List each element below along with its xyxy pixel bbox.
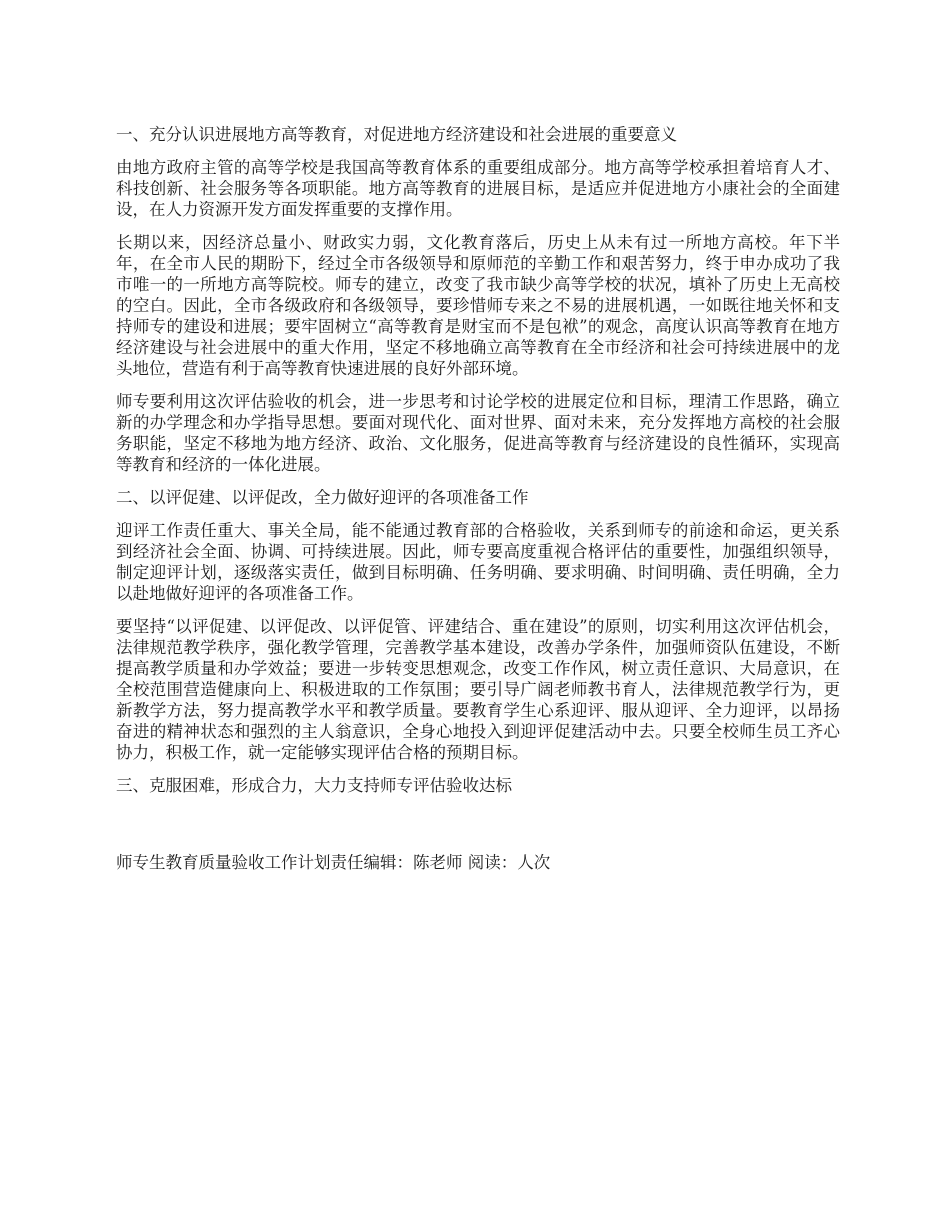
section-heading-2: 二、以评促建、以评促改，全力做好迎评的各项准备工作 [116, 488, 529, 507]
section-heading-1: 一、充分认识进展地方高等教育，对促进地方经济建设和社会进展的重要意义 [116, 125, 677, 144]
document-body [116, 124, 840, 873]
paragraph-3: 师专要利用这次评估验收的机会，进一步思考和讨论学校的进展定位和目标，理清工作思路，确立新的办学理念和办学指导思想。要面对现代化、面对世界、面对未来，充分发挥地方高校的社会服务职能，坚定不移地为地方经济、政治、文化服务，促进高等教育与经济建设的良性循环，实现高等教育和经济的一体化进展。 [116, 392, 840, 474]
blank-space [116, 808, 840, 852]
section-heading-3: 三、克服困难，形成合力，大力支持师专评估验收达标 [116, 776, 512, 795]
paragraph-1: 由地方政府主管的高等学校是我国高等教育体系的重要组成部分。地方高等学校承担着培育人才、科技创新、社会服务等各项职能。地方高等教育的进展目标，是适应并促进地方小康社会的全面建设，在人力资源开发方面发挥重要的支撑作用。 [116, 158, 840, 219]
footer-meta: 师专生教育质量验收工作计划责任编辑：陈老师 阅读：人次 [116, 853, 551, 872]
paragraph-5: 要坚持“以评促建、以评促改、以评促管、评建结合、重在建设”的原则，切实利用这次评估机会，法律规范教学秩序，强化教学管理，完善教学基本建设，改善办学条件，加强师资队伍建设，不断提高教学质量和办学效益；要进一步转变思想观念，改变工作作风，树立责任意识、大局意识，在全校范围营造健康向上、积极进取的工作氛围；要引导广阔老师教书育人，法律规范教学行为，更新教学方法，努力提高教学水平和教学质量。要教育学生心系迎评、服从迎评、全力迎评，以昂扬奋进的精神状态和强烈的主人翁意识，全身心地投入到迎评促建活动中去。只要全校师生员工齐心协力，积极工作，就一定能够实现评估合格的预期目标。 [116, 617, 840, 762]
paragraph-2: 长期以来，因经济总量小、财政实力弱，文化教育落后，历史上从未有过一所地方高校。年下半年，在全市人民的期盼下，经过全市各级领导和原师范的辛勤工作和艰苦努力，终于申办成功了我市唯一的一所地方高等院校。师专的建立，改变了我市缺少高等学校的状况，填补了历史上无高校的空白。因此，全市各级政府和各级领导，要珍惜师专来之不易的进展机遇，一如既往地关怀和支持师专的建设和进展；要牢固树立“高等教育是财宝而不是包袱”的观念，高度认识高等教育在地方经济建设与社会进展中的重大作用，坚定不移地确立高等教育在全市经济和社会可持续进展中的龙头地位，营造有利于高等教育快速进展的良好外部环境。 [116, 233, 840, 378]
paragraph-4: 迎评工作责任重大、事关全局，能不能通过教育部的合格验收，关系到师专的前途和命运，更关系到经济社会全面、协调、可持续进展。因此，师专要高度重视合格评估的重要性，加强组织领导，制定迎评计划，逐级落实责任，做到目标明确、任务明确、要求明确、时间明确、责任明确，全力以赴地做好迎评的各项准备工作。 [116, 521, 840, 603]
